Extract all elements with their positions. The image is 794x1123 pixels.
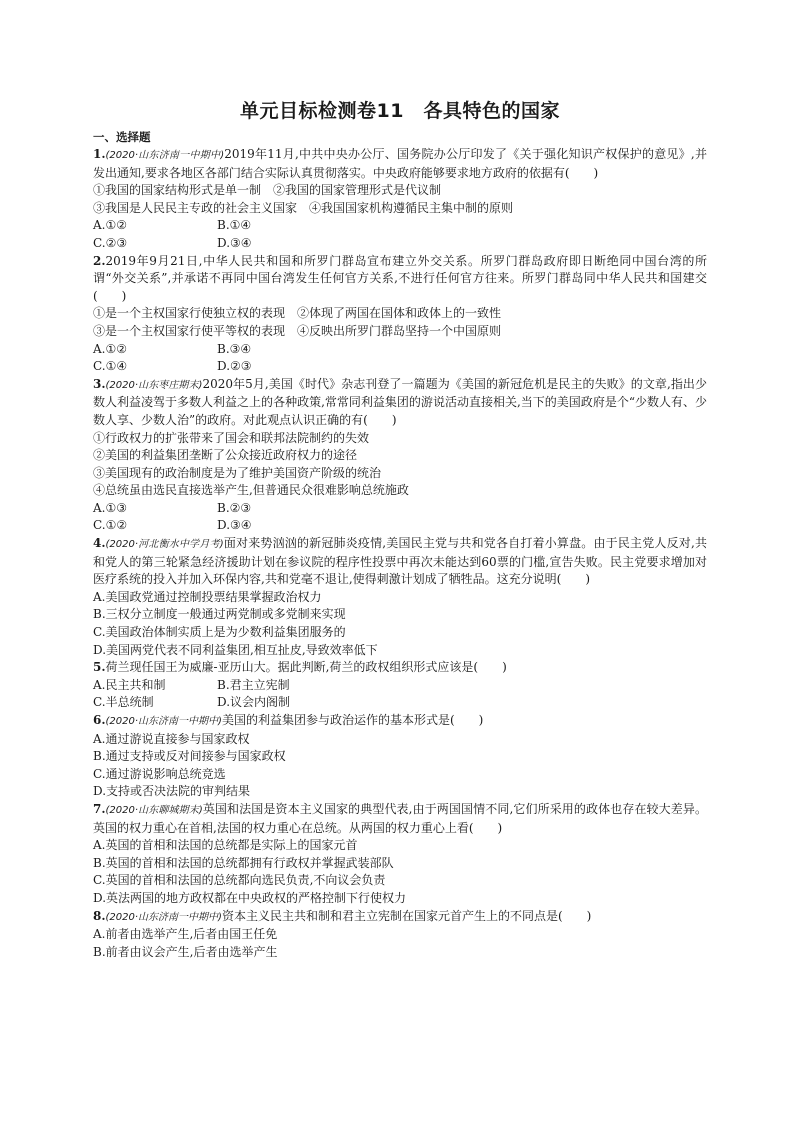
answer-option: B.英国的首相和法国的总统都拥有行政权并掌握武装部队 [93,855,394,870]
answer-options [93,731,707,801]
question-stem [93,659,707,677]
answer-option: D.议会内阁制 [217,695,291,710]
question-source: (2020·山东济南一中期中) [105,911,222,923]
answer-option: C.①④ [93,359,128,374]
answer-option: C.②③ [93,235,128,250]
question-text: 美国的利益集团参与政治运作的基本形式是( ) [221,713,484,727]
document-title: 单元目标检测卷11 各具特色的国家 [240,100,560,122]
question-3 [93,376,707,535]
answer-option: D.美国两党代表不同利益集团,相互扯皮,导致效率低下 [93,642,378,657]
question-source: (2020·山东聊城期末) [105,804,203,816]
question-number: 1. [93,147,106,161]
answer-option: A.①③ [93,500,127,515]
question-7 [93,801,707,908]
question-statement: ④总统虽由选民直接选举产生,但普通民众很难影响总统施政 [93,483,409,498]
answer-options [93,926,707,961]
question-statement: ①是一个主权国家行使独立权的表现 ②体现了两国在国体和政体上的一致性 [93,306,502,321]
answer-option: B.②③ [217,500,252,515]
question-stem [93,712,707,731]
question-source: (2020·山东枣庄期末) [105,379,203,391]
answer-option: C.①② [93,518,128,533]
question-text: 面对来势汹汹的新冠肺炎疫情,美国民主党与共和党各自打着小算盘。由于民主党人反对,共和党人的第三轮紧急经济援助计划在参议院的程序性投票中再次未能达到60票的门槛,宣告失败。民主党要求增加对医疗系统的投入并加入环保内容,共和党毫不退让,使得刺激计划成了牺牲品。这充分说明( ) [93,536,707,587]
answer-options [93,589,707,659]
question-number: 4. [93,536,106,551]
question-statement: ①我国的国家结构形式是单一制 ②我国的国家管理形式是代议制 [93,183,442,198]
question-statement: ②美国的利益集团垄断了公众接近政府权力的途径 [93,448,358,463]
question-text: 2019年11月,中共中央办公厅、国务院办公厅印发了《关于强化知识产权保护的意见》,并发出通知,要求各地区各部门结合实际认真贯彻落实。中央政府能够要求地方政府的依据有( ) [93,147,707,180]
document-page [93,96,707,961]
question-text: 2020年5月,美国《时代》杂志刊登了一篇题为《美国的新冠危机是民主的失败》的文章,指出少数人利益凌驾于多数人利益之上的各种政策,常常同利益集团的游说活动直接相关,当下的美国政府是个“少数人有、少数人享、少数人治”的政府。对此观点认识正确的有( ) [93,376,707,427]
question-number: 6. [93,713,106,727]
question-stem [93,253,707,306]
answer-options [93,217,707,252]
question-stem [93,801,707,837]
answer-options [93,837,707,907]
answer-option: D.支持或否决法院的审判结果 [93,784,251,799]
answer-option: D.英法两国的地方政权都在中央政权的严格控制下行使权力 [93,890,407,905]
answer-option: B.前者由议会产生,后者由选举产生 [93,944,278,959]
question-8 [93,908,707,962]
answer-option: B.③④ [217,341,252,356]
answer-option: B.君主立宪制 [217,677,290,692]
question-statement: ③我国是人民民主专政的社会主义国家 ④我国国家机构遵循民主集中制的原则 [93,200,514,215]
question-number: 7. [93,801,106,816]
question-source: (2020·山东济南一中期中) [105,716,222,727]
question-4 [93,535,707,659]
question-text: 2019年9月21日,中华人民共和国和所罗门群岛宣布建立外交关系。所罗门群岛政府即日断绝同中国台湾的所谓“外交关系”,并承诺不再同中国台湾发生任何官方关系,不进行任何官方往来。所罗门群岛同中华人民共和国建交( ) [93,253,707,303]
answer-option: A.前者由选举产生,后者由国王任免 [93,927,278,942]
answer-option: B.①④ [217,218,252,233]
answer-option: D.③④ [217,518,252,533]
answer-option: A.①② [93,218,127,233]
question-source: (2020·山东济南一中期中) [105,150,225,161]
answer-option: A.英国的首相和法国的总统都是实际上的国家元首 [93,838,358,853]
question-source: (2020·河北衡水中学月考) [105,539,224,551]
question-list [93,146,707,961]
answer-option: B.三权分立制度一般通过两党制或多党制来实现 [93,607,346,622]
question-number: 5. [93,660,106,675]
answer-option: C.半总统制 [93,695,154,710]
question-text: 英国和法国是资本主义国家的典型代表,由于两国国情不同,它们所采用的政体也存在较大差异。英国的权力重心在首相,法国的权力重心在总统。从两国的权力重心上看( ) [93,801,707,835]
question-5 [93,659,707,712]
answer-option: D.③④ [217,235,252,250]
question-stem [93,376,707,430]
answer-option: C.英国的首相和法国的总统都向选民负责,不向议会负责 [93,873,386,888]
answer-option: B.通过支持或反对间接参与国家政权 [93,749,286,764]
question-number: 3. [93,376,106,391]
question-text: 荷兰现任国王为威廉-亚历山大。据此判断,荷兰的政权组织形式应该是( ) [105,660,507,675]
answer-option: A.民主共和制 [93,677,166,692]
question-6 [93,712,707,801]
answer-option: A.通过游说直接参与国家政权 [93,731,250,746]
question-2 [93,253,707,376]
question-number: 8. [93,908,106,923]
question-stem [93,908,707,927]
question-statement: ③美国现有的政治制度是为了维护美国资产阶级的统治 [93,465,382,480]
question-statement: ①行政权力的扩张带来了国会和联邦法院制约的失效 [93,430,370,445]
question-text: 资本主义民主共和制和君主立宪制在国家元首产生上的不同点是( ) [221,908,592,923]
answer-option: D.②③ [217,359,252,374]
answer-options [93,677,707,712]
answer-option: A.美国政党通过控制投票结果掌握政治权力 [93,589,322,604]
answer-option: A.①② [93,341,127,356]
answer-options [93,500,707,535]
answer-option: C.通过游说影响总统竞选 [93,766,226,781]
question-1 [93,146,707,253]
answer-option: C.美国政治体制实质上是为少数利益集团服务的 [93,625,346,640]
answer-options [93,341,707,376]
section-title: 一、选择题 [93,130,151,144]
question-number: 2. [93,253,106,268]
question-statement: ③是一个主权国家行使平等权的表现 ④反映出所罗门群岛坚持一个中国原则 [93,323,502,338]
question-stem [93,146,707,182]
question-stem [93,535,707,589]
